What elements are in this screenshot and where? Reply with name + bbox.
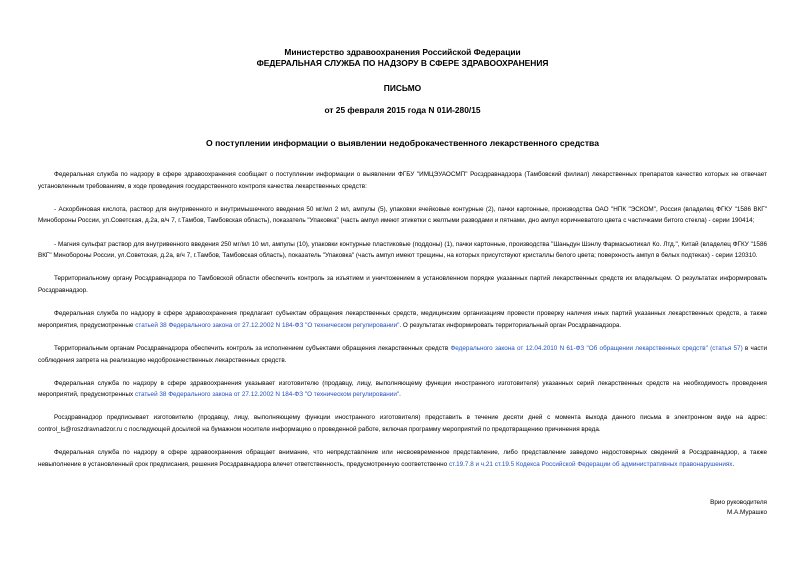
service-name: ФЕДЕРАЛЬНАЯ СЛУЖБА ПО НАДЗОРУ В СФЕРЕ ЗДРАВООХРАНЕНИЯ (256, 58, 549, 68)
paragraph-text: . (732, 460, 735, 468)
paragraph-text: Территориальным органам Росздравнадзора обеспечить контроль за исполнением субъектами обращения лекарственных средств (54, 344, 451, 352)
paragraph-manufacturer-notice (38, 378, 767, 401)
paragraph-text: в части соблюдения запрета на реализацию недоброкачественных лекарственных средств. (38, 344, 768, 364)
ministry-name: Министерство здравоохранения Российской Федерации (284, 47, 521, 57)
document-body (38, 169, 767, 470)
law-184fz-link[interactable]: статьей 38 Федерального закона от 27.12.2002 N 184-ФЗ "О техническом регулировании" (134, 391, 400, 399)
paragraph-territorial-control (38, 343, 767, 366)
paragraph-text: Федеральная служба по надзору в сфере здравоохранения обращает внимание, что непредставление или несвоевременное представление, либо представление заведомо недостоверных сведений в Росздравнадзор, а также невыполнение в установленный срок предписания, решения Росздравнадзора влечет ответственность, предусмотренную соответственно (38, 449, 767, 468)
law-61fz-link[interactable]: Федерального закона от 12.04.2010 N 61-ФЗ "Об обращении лекарственных средств" (450, 344, 708, 352)
koap-article-19-5-link[interactable]: и ч.21 ст.19.5 Кодекса Российской Федерации об административных правонарушениях (475, 460, 733, 468)
paragraph-prescription: Росздравнадзор предписывает изготовителю (продавцу, лицу, выполняющему функции иностранного изготовителя) представить в течение десяти дней с момента выхода данного письма в электронном виде на адрес: control_ls@roszdravnadzor.ru с последующей досылкой на бумажном носителе информацию о проведенной работе, включая программу мероприятий по предотвращению причинения вреда. (38, 414, 767, 434)
paragraph-intro: Федеральная служба по надзору в сфере здравоохранения сообщает о поступлении информации о выявлении ФГБУ "ИМЦЭУАОСМП" Росздравнадзора (Тамбовский филиал) лекарственных препаратов качество которых не отвечает установленным требованиям, в ходе проведения государственного контроля качества лекарственных средств: (38, 171, 767, 190)
law-184fz-link[interactable]: статьей 38 Федерального закона от 27.12.2002 N 184-ФЗ "О техническом регулировании" (135, 321, 400, 329)
document-subject: О поступлении информации о выявлении недоброкачественного лекарственного средства (206, 138, 599, 148)
signer-position: Врио руководителя (710, 499, 767, 506)
article-19-7-8-link[interactable]: ст.19.7.8 (448, 460, 474, 468)
document-date-number: от 25 февраля 2015 года N 01И-280/15 (324, 105, 481, 115)
paragraph-responsibility (38, 447, 767, 470)
paragraph-inspection (38, 308, 767, 331)
paragraph-text: . (399, 391, 401, 399)
document-header (38, 0, 767, 149)
paragraph-text: Федеральная служба по надзору в сфере здравоохранения предлагает субъектам обращения лекарственных средств, медицинским организациям провести проверку наличия иных партий указанных лекарственных средств, а также мероприятия, предусмотренные (38, 310, 767, 329)
signature-block (710, 498, 767, 518)
paragraph-text: Федеральная служба по надзору в сфере здравоохранения указывает изготовителю (продавцу, лицу, выполняющему функции иностранного изготовителя) указанных серий лекарственных средств на необходимость проведения мероприятий, предусмотренных (38, 379, 767, 399)
article-57-link[interactable]: (статья 57) (710, 344, 743, 352)
paragraph-tambov-control: Территориальному органу Росздравнадзора по Тамбовской области обеспечить контроль за изъятием и уничтожением в установленном порядке указанных партий лекарственных средств их владельцем. О результатах информировать Росздравнадзор. (38, 275, 767, 294)
paragraph-item-magnesium-sulfate: - Магния сульфат раствор для внутривенного введения 250 мг/мл 10 мл, ампулы (10), упаковки контурные пластиковые (поддоны) (1), пачки картонные, производства "Шаньдун Шэнлу Фармасьютикал Ко. Лтд.", Китай (владелец ФГКУ "1586 ВКГ" Минобороны России, ул.Советская, д.2а, в/ч 7, г.Тамбов, Тамбовская область), показатель "Упаковка" (часть ампул имеют трещины, на которых присутствуют кристаллы белого цвета; поверхность ампул в белых подтеках) - серии 120310. (38, 240, 767, 260)
paragraph-item-ascorbic-acid: - Аскорбиновая кислота, раствор для внутривенного и внутримышечного введения 50 мг/мл 2 мл, ампулы (5), упаковки ячейковые контурные (2), пачки картонные, производства ОАО "НПК "ЭСКОМ", Россия (владелец ФГКУ "1586 ВКГ" Минобороны России, ул.Советская, д.2а, в/ч 7, г.Тамбов, Тамбовская область), показатель "Упаковка" (часть ампул имеют этикетки с желтыми разводами и пятнами, дно ампул коричневатого цвета с частичками битого стекла) - серии 190414; (38, 205, 767, 225)
paragraph-text: . О результатах информировать территориальный орган Росздравнадзора. (399, 321, 622, 329)
signer-name: М.А.Мурашко (726, 509, 767, 516)
document-type: ПИСЬМО (383, 83, 422, 93)
